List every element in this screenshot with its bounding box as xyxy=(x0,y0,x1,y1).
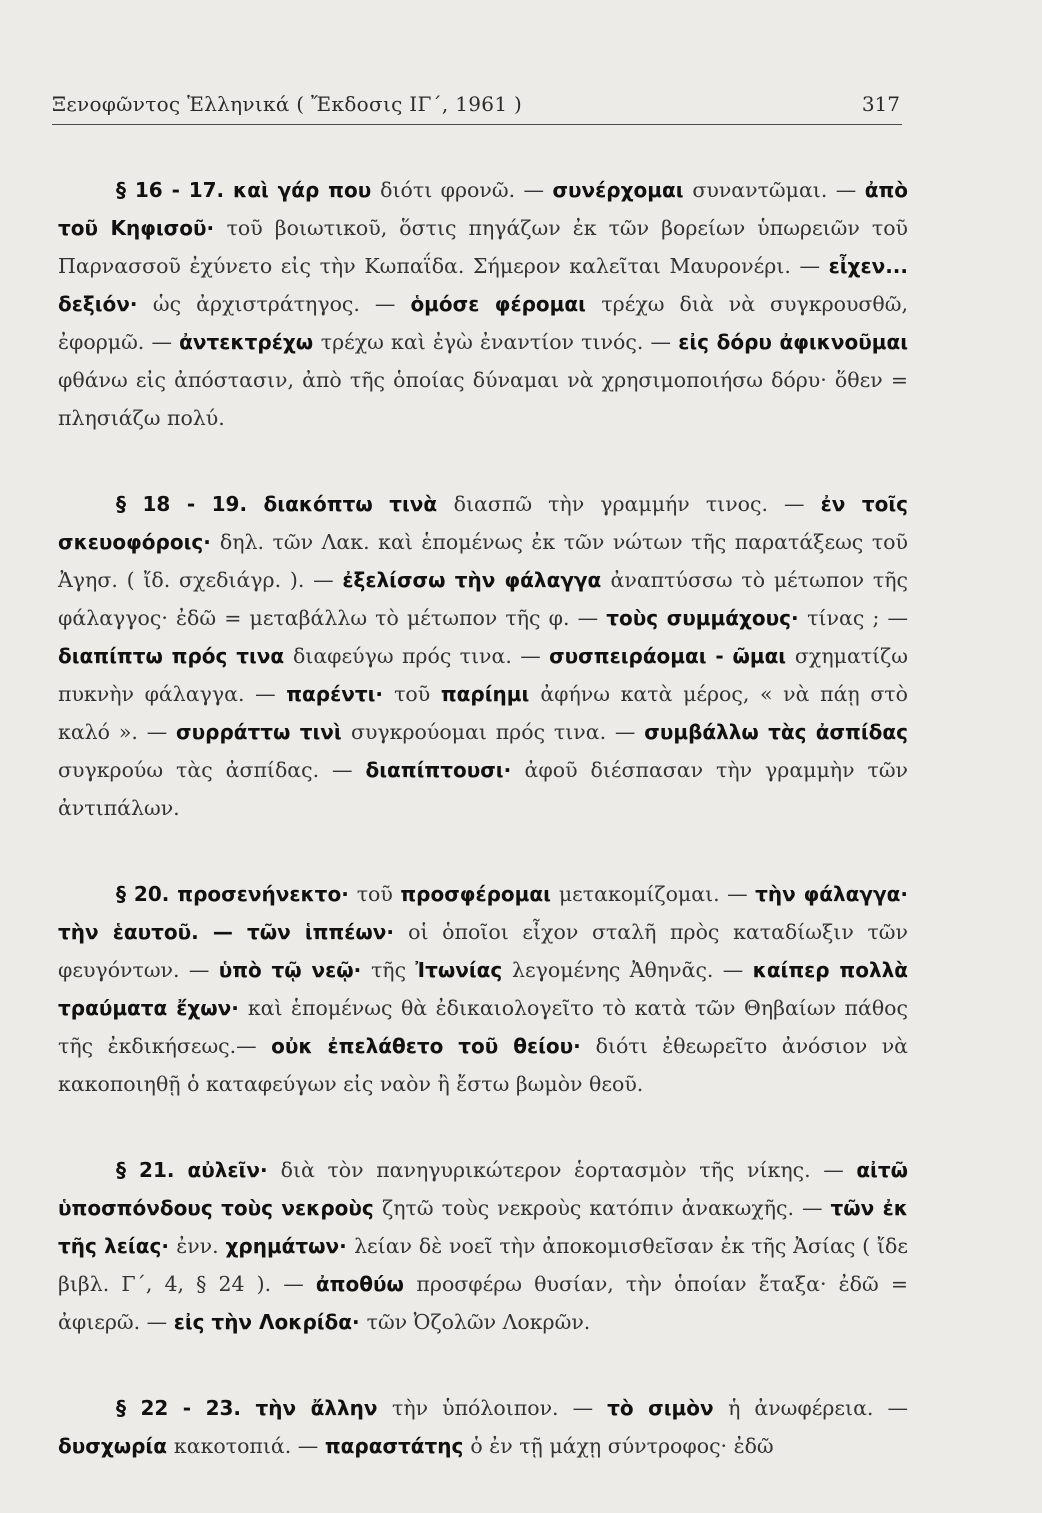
gloss-text: ἀναπτύσσω τὸ μέτωπον τῆς φάλαγγος· ἐδῶ = μεταβάλλω τὸ μέτωπον τῆς φ. — xyxy=(58,567,908,630)
lemma-term: δυσχωρία xyxy=(58,1433,174,1458)
lemma-term: ὑπὸ τῷ νεῷ· xyxy=(218,957,371,982)
gloss-text: ζητῶ τοὺς νεκροὺς κατόπιν ἀνακωχῆς. — xyxy=(382,1195,831,1220)
gloss-text: ἐνν. xyxy=(176,1233,226,1258)
lemma-term: τὴν φάλαγγα· τὴν ἑαυτοῦ. — τῶν ἱππέων· xyxy=(58,881,909,944)
commentary-paragraph xyxy=(58,171,908,437)
lemma-term: ἀποθύω xyxy=(315,1271,417,1296)
commentary-paragraph xyxy=(58,1151,908,1341)
gloss-text: κακοτοπιά. — xyxy=(173,1433,325,1458)
lemma-term: χρημάτων· xyxy=(225,1233,355,1258)
gloss-text: μετακομίζομαι. — xyxy=(558,881,756,906)
lemma-term: εἶχεν... δεξιόν· xyxy=(58,253,908,316)
lemma-term: συνέρχομαι xyxy=(552,177,693,202)
lemma-term: παραστάτης xyxy=(324,1433,471,1458)
lemma-term: Ἰτωνίας xyxy=(415,957,513,982)
gloss-text: ὡς ἀρχιστράτηγος. — xyxy=(152,291,411,316)
gloss-text: διότι ἐθεωρεῖτο ἀνόσιον νὰ κακοποιηθῇ ὁ καταφεύγων εἰς ναὸν ἢ ἔστω βωμὸν θεοῦ. xyxy=(58,1033,908,1096)
lemma-term: αἰτῶ ὑποσπόνδους τοὺς νεκροὺς xyxy=(58,1157,908,1220)
gloss-text: τίνας ; — xyxy=(807,605,908,630)
running-title: Ξενοφῶντος Ἑλληνικά ( Ἔκδοσις ΙΓ΄, 1961 ) xyxy=(52,92,523,116)
lemma-term: παρίημι xyxy=(440,681,541,706)
lemma-term: τῶν ἐκ τῆς λείας· xyxy=(58,1195,908,1258)
gloss-text: οἱ ὁποῖοι εἶχον σταλῆ πρὸς καταδίωξιν τῶν φευγόντων. — xyxy=(58,919,908,982)
gloss-text: συγκρούω τὰς ἀσπίδας. — xyxy=(58,757,366,782)
gloss-text: διότι φρονῶ. — xyxy=(380,177,553,202)
page-number: 317 xyxy=(861,92,900,116)
gloss-text: τῆς xyxy=(370,957,416,982)
lemma-term: προσφέρομαι xyxy=(400,881,559,906)
gloss-text: ἀφήνω κατὰ μέρος, « νὰ πάῃ στὸ καλό ». — xyxy=(58,681,908,744)
lemma-term: συμβάλλω τὰς ἀσπίδας xyxy=(644,719,908,744)
gloss-text: δηλ. τῶν Λακ. καὶ ἑπομένως ἐκ τῶν νώτων τῆς παρατάξεως τοῦ Ἀγησ. ( ἴδ. σχεδιάγρ. ). — xyxy=(58,529,908,592)
gloss-text: ἀφοῦ διέσπασαν τὴν γραμμὴν τῶν ἀντιπάλων. xyxy=(58,757,908,820)
gloss-text: τοῦ xyxy=(394,681,441,706)
lemma-term: συρράττω τινὶ xyxy=(176,719,351,744)
gloss-text: συναντῶμαι. — xyxy=(692,177,865,202)
lemma-term: § 22 - 23. τὴν ἄλλην xyxy=(116,1395,392,1420)
gloss-text: διασπῶ τὴν γραμμήν τινος. — xyxy=(453,491,821,516)
gloss-text: διὰ τὸν πανηγυρικώτερον ἑορτασμὸν τῆς νίκης. — xyxy=(280,1157,857,1182)
commentary-paragraph xyxy=(58,875,908,1103)
gloss-text: τρέχω καὶ ἐγὼ ἐναντίον τινός. — xyxy=(320,329,679,354)
header-rule xyxy=(52,124,902,125)
lemma-term: καίπερ πολλὰ τραύματα ἔχων· xyxy=(58,957,909,1020)
gloss-text: τὴν ὑπόλοιπον. — xyxy=(392,1395,608,1420)
commentary-paragraph xyxy=(58,485,908,827)
gloss-text: ὁ ἐν τῇ μάχῃ σύντροφος· ἐδῶ xyxy=(470,1433,774,1458)
lemma-term: οὐκ ἐπελάθετο τοῦ θείου· xyxy=(271,1033,596,1058)
lemma-term: εἰς τὴν Λοκρίδα· xyxy=(173,1309,367,1334)
lemma-term: παρέντι· xyxy=(286,681,395,706)
lemma-term: τοὺς συμμάχους· xyxy=(606,605,808,630)
gloss-text: λεγομένης Ἀθηνᾶς. — xyxy=(512,957,753,982)
gloss-text: σχηματίζω πυκνὴν φάλαγγα. — xyxy=(58,643,908,706)
gloss-text: τοῦ βοιωτικοῦ, ὅστις πηγάζων ἐκ τῶν βορείων ὑπωρειῶν τοῦ Παρνασσοῦ ἐχύνετο εἰς τὴν Κωπαΐδα. Σήμερον καλεῖται Μαυρονέρι. — xyxy=(58,215,909,278)
lemma-term: § 18 - 19. διακόπτω τινὰ xyxy=(116,491,454,516)
gloss-text: διαφεύγω πρός τινα. — xyxy=(292,643,550,668)
gloss-text: καὶ ἑπομένως θὰ ἐδικαιολογεῖτο τὸ κατὰ τῶν Θηβαίων πάθος τῆς ἐκδικήσεως.— xyxy=(58,995,908,1058)
lemma-term: τὸ σιμὸν xyxy=(607,1395,729,1420)
lemma-term: συσπειράομαι - ῶμαι xyxy=(549,643,795,668)
gloss-text: λείαν δὲ νοεῖ τὴν ἀποκομισθεῖσαν ἐκ τῆς Ἀσίας ( ἴδε βιβλ. Γ΄, 4, § 24 ). — xyxy=(58,1233,908,1296)
lemma-term: διαπίπτω πρός τινα xyxy=(58,643,293,668)
lemma-term: § 20. προσενήνεκτο· xyxy=(116,881,357,906)
gloss-text: φθάνω εἰς ἀπόστασιν, ἀπὸ τῆς ὁποίας δύναμαι νὰ χρησιμοποιήσω δόρυ· ὅθεν = πλησιάζω πολύ. xyxy=(58,367,908,430)
lemma-term: διαπίπτουσι· xyxy=(365,757,525,782)
page-header xyxy=(52,86,902,126)
gloss-text: τῶν Ὀζολῶν Λοκρῶν. xyxy=(366,1309,591,1334)
commentary-body xyxy=(58,150,908,1513)
gloss-text: τρέχω διὰ νὰ συγκρουσθῶ, ἐφορμῶ. — xyxy=(58,291,908,354)
gloss-text: τοῦ xyxy=(356,881,401,906)
lemma-term: ἀντεκτρέχω xyxy=(179,329,321,354)
gloss-text: ἡ ἀνωφέρεια. — xyxy=(728,1395,908,1420)
lemma-term: ἐξελίσσω τὴν φάλαγγα xyxy=(342,567,611,592)
lemma-term: ἐν τοῖς σκευοφόροις· xyxy=(58,491,908,554)
lemma-term: εἰς δόρυ ἀφικνοῦμαι xyxy=(678,329,909,354)
lemma-term: ἀπὸ τοῦ Κηφισοῦ· xyxy=(58,177,909,240)
commentary-paragraph xyxy=(58,1389,908,1465)
lemma-term: § 21. αὐλεῖν· xyxy=(116,1157,281,1182)
lemma-term: § 16 - 17. καὶ γάρ που xyxy=(116,177,381,202)
lemma-term: ὁμόσε φέρομαι xyxy=(410,291,602,316)
gloss-text: προσφέρω θυσίαν, τὴν ὁποίαν ἔταξα· ἐδῶ = ἀφιερῶ. — xyxy=(58,1271,908,1334)
gloss-text: συγκρούομαι πρός τινα. — xyxy=(350,719,645,744)
